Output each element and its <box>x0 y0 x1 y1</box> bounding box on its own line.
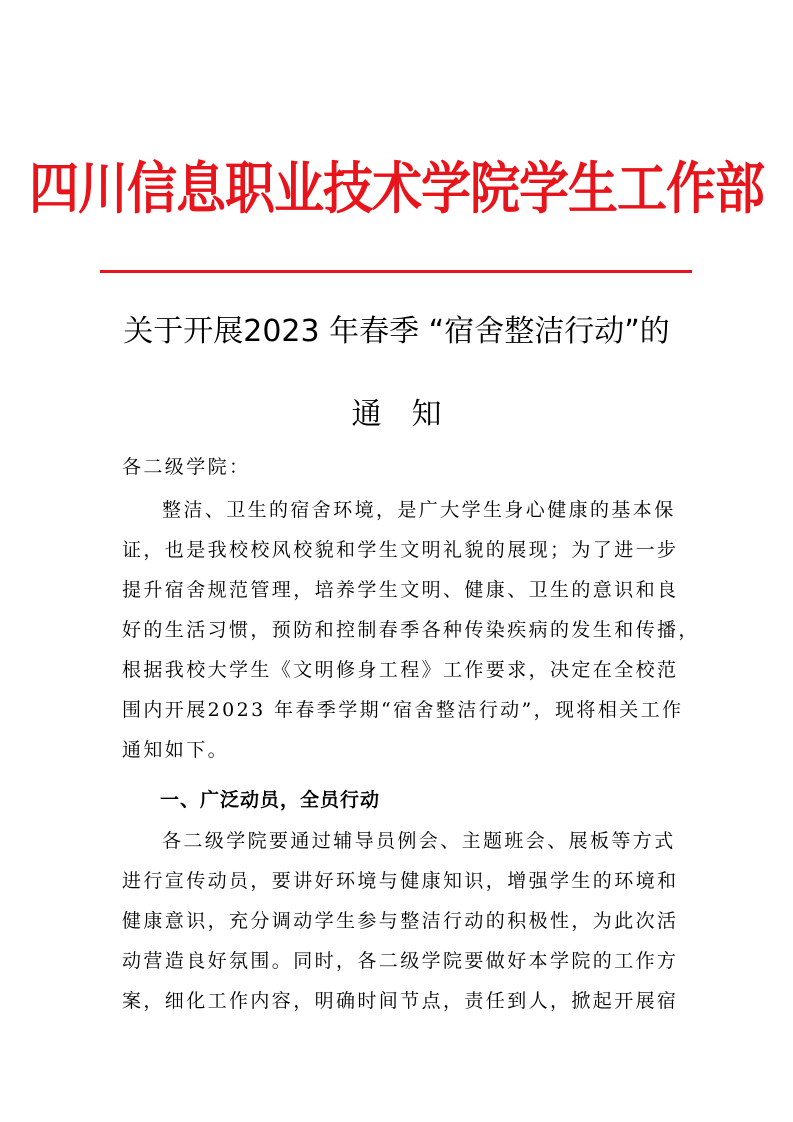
paragraph-line: 各二级学院要通过辅导员例会、主题班会、展板等方式 <box>162 830 676 852</box>
paragraph-line: 根据我校大学生《文明修身工程》工作要求，决定在全校范 <box>122 659 679 681</box>
paragraph-line: 好的生活习惯，预防和控制春季各种传染疾病的发生和传播， <box>122 619 700 641</box>
paragraph-line: 动营造良好氛围。同时，各二级学院要做好本学院的工作方 <box>122 950 679 972</box>
paragraph-line: 整洁、卫生的宿舍环境，是广大学生身心健康的基本保 <box>162 499 676 521</box>
paragraph-line: 通知如下。 <box>122 739 230 761</box>
organization-header: 四川信息职业技术学院学生工作部 <box>29 156 764 222</box>
document-title: 关于开展2023 年春季 “宿舍整洁行动”的 <box>123 314 670 349</box>
paragraph-line: 进行宣传动员，要讲好环境与健康知识，增强学生的环境和 <box>122 870 679 892</box>
salutation: 各二级学院： <box>122 456 251 478</box>
paragraph-line: 证，也是我校校风校貌和学生文明礼貌的展现；为了进一步 <box>122 539 679 561</box>
section-heading: 一、广泛动员，全员行动 <box>160 789 381 811</box>
paragraph-line: 案，细化工作内容，明确时间节点，责任到人，掀起开展宿 <box>122 990 679 1012</box>
document-title-notice: 通知 <box>351 397 472 432</box>
paragraph-line: 提升宿舍规范管理，培养学生文明、健康、卫生的意识和良 <box>122 579 679 601</box>
paragraph-line: 健康意识，充分调动学生参与整洁行动的积极性，为此次活 <box>122 910 679 932</box>
header-divider <box>100 270 692 273</box>
paragraph-line: 围内开展2023 年春季学期“宿舍整洁行动”，现将相关工作 <box>122 699 684 721</box>
